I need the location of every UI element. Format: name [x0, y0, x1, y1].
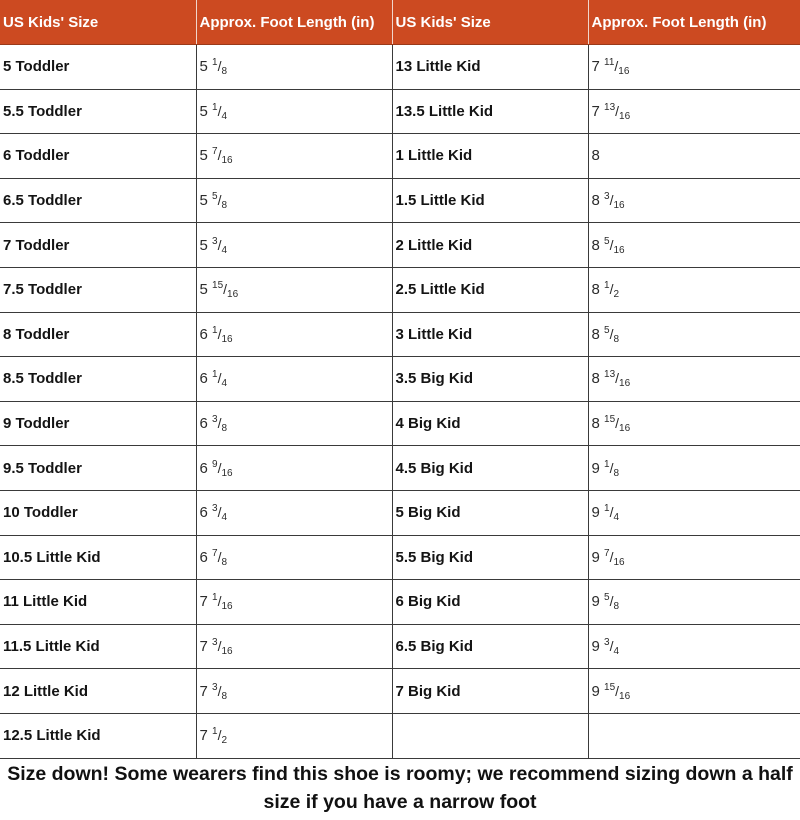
length-fraction [208, 637, 233, 658]
fraction-slash: / [217, 102, 222, 119]
fraction-denominator: 16 [619, 423, 631, 435]
length-whole: 6 [199, 370, 208, 388]
length-whole: 8 [591, 370, 600, 388]
length-cell-right [588, 713, 800, 758]
length-fraction [600, 503, 620, 524]
fraction-slash: / [217, 548, 222, 565]
fraction-slash: / [615, 682, 620, 699]
header-row [0, 0, 800, 45]
fraction-numerator: 7 [212, 547, 218, 559]
fraction-numerator: 5 [604, 592, 610, 604]
fraction-numerator: 3 [212, 637, 218, 649]
fraction-slash: / [223, 281, 228, 298]
fraction-slash: / [217, 682, 222, 699]
length-cell-left [196, 446, 392, 491]
fraction-numerator: 1 [212, 324, 218, 336]
header-length-right: Approx. Foot Length (in) [588, 0, 800, 45]
length-cell-left [196, 312, 392, 357]
fraction-denominator: 16 [221, 646, 233, 658]
fraction-slash: / [609, 281, 614, 298]
length-whole: 5 [199, 102, 208, 120]
sizing-note: Size down! Some wearers find this shoe is roomy; we recommend sizing down a half size if you have a narrow foot [7, 763, 793, 813]
size-cell-left: 9 Toddler [0, 401, 196, 446]
length-fraction [600, 369, 631, 390]
length-cell-right [588, 178, 800, 223]
size-cell-right: 5 Big Kid [392, 490, 588, 535]
fraction-numerator: 1 [604, 280, 610, 292]
length-cell-right [588, 490, 800, 535]
length-whole: 9 [591, 459, 600, 477]
fraction-slash: / [609, 548, 614, 565]
length-fraction [600, 57, 630, 78]
table-row [0, 580, 800, 625]
length-whole: 8 [591, 281, 600, 299]
fraction-denominator: 16 [619, 110, 631, 122]
size-cell-left: 5 Toddler [0, 45, 196, 90]
length-fraction [208, 146, 233, 167]
size-cell-right: 7 Big Kid [392, 669, 588, 714]
length-cell-right [588, 446, 800, 491]
table-row [0, 178, 800, 223]
length-cell-right [588, 134, 800, 179]
length-whole: 5 [199, 281, 208, 299]
length-whole: 9 [591, 682, 600, 700]
table-row [0, 267, 800, 312]
size-cell-right [392, 713, 588, 758]
fraction-denominator: 8 [613, 601, 620, 613]
fraction-numerator: 15 [604, 414, 616, 426]
length-fraction [600, 103, 630, 120]
length-whole: 7 [591, 102, 600, 120]
size-cell-right: 2 Little Kid [392, 223, 588, 268]
table-row [0, 624, 800, 669]
length-whole: 7 [591, 58, 600, 76]
header-size-right: US Kids' Size [392, 0, 588, 45]
fraction-slash: / [217, 593, 222, 610]
length-fraction [600, 414, 631, 435]
fraction-slash: / [217, 192, 222, 209]
fraction-slash: / [217, 459, 222, 476]
fraction-numerator: 1 [212, 101, 218, 113]
header-length-left: Approx. Foot Length (in) [196, 0, 392, 45]
length-cell-left [196, 89, 392, 134]
length-whole: 8 [591, 192, 600, 210]
length-fraction [208, 326, 233, 343]
length-cell-right [588, 535, 800, 580]
size-cell-left: 10.5 Little Kid [0, 535, 196, 580]
size-cell-right: 13 Little Kid [392, 45, 588, 90]
fraction-slash: / [615, 102, 620, 119]
fraction-denominator: 16 [619, 690, 631, 702]
size-cell-left: 11 Little Kid [0, 580, 196, 625]
fraction-denominator: 16 [618, 66, 630, 78]
fraction-slash: / [614, 58, 619, 75]
size-cell-left: 10 Toddler [0, 490, 196, 535]
size-cell-left: 8.5 Toddler [0, 357, 196, 402]
fraction-numerator: 3 [212, 235, 218, 247]
length-cell-right [588, 267, 800, 312]
fraction-numerator: 1 [604, 458, 610, 470]
fraction-slash: / [609, 236, 614, 253]
table-body [0, 45, 800, 759]
length-fraction [208, 103, 227, 120]
fraction-denominator: 16 [221, 333, 233, 345]
fraction-slash: / [217, 147, 222, 164]
size-cell-right: 4 Big Kid [392, 401, 588, 446]
fraction-slash: / [217, 415, 222, 432]
fraction-denominator: 8 [613, 333, 620, 345]
length-whole: 9 [591, 548, 600, 566]
size-cell-left: 12.5 Little Kid [0, 713, 196, 758]
fraction-numerator: 3 [604, 637, 610, 649]
fraction-numerator: 7 [212, 146, 218, 158]
length-fraction [600, 683, 630, 700]
length-fraction [600, 280, 620, 301]
fraction-slash: / [609, 593, 614, 610]
fraction-slash: / [609, 638, 614, 655]
table-row [0, 312, 800, 357]
fraction-numerator: 15 [604, 681, 616, 693]
length-whole: 6 [199, 548, 208, 566]
fraction-numerator: 3 [212, 681, 218, 693]
fraction-denominator: 16 [613, 200, 625, 212]
fraction-slash: / [217, 236, 222, 253]
table-row [0, 357, 800, 402]
table-row [0, 134, 800, 179]
length-fraction [600, 191, 625, 212]
fraction-numerator: 15 [212, 280, 224, 292]
fraction-numerator: 3 [604, 191, 610, 203]
fraction-denominator: 16 [613, 556, 625, 568]
length-whole: 7 [199, 593, 208, 611]
length-cell-right [588, 89, 800, 134]
length-whole: 8 [591, 236, 600, 254]
length-fraction [208, 592, 233, 613]
fraction-numerator: 3 [212, 503, 218, 515]
table-row [0, 45, 800, 90]
size-cell-left: 6.5 Toddler [0, 178, 196, 223]
length-cell-left [196, 535, 392, 580]
length-cell-left [196, 669, 392, 714]
length-cell-right [588, 312, 800, 357]
length-fraction [600, 237, 625, 254]
length-whole: 5 [199, 147, 208, 165]
fraction-denominator: 16 [221, 467, 233, 479]
size-cell-left: 7 Toddler [0, 223, 196, 268]
fraction-denominator: 2 [221, 735, 228, 747]
length-cell-right [588, 45, 800, 90]
length-fraction [600, 549, 625, 566]
fraction-numerator: 9 [212, 458, 218, 470]
fraction-slash: / [217, 370, 222, 387]
table-row [0, 89, 800, 134]
table-row [0, 446, 800, 491]
length-cell-left [196, 401, 392, 446]
length-whole: 6 [199, 415, 208, 433]
fraction-numerator: 13 [604, 101, 616, 113]
size-cell-left: 9.5 Toddler [0, 446, 196, 491]
length-fraction [208, 683, 227, 700]
size-cell-right: 1 Little Kid [392, 134, 588, 179]
length-whole: 5 [199, 192, 208, 210]
fraction-denominator: 4 [221, 378, 228, 390]
fraction-numerator: 13 [604, 369, 616, 381]
length-cell-left [196, 357, 392, 402]
size-cell-left: 8 Toddler [0, 312, 196, 357]
fraction-denominator: 2 [613, 289, 620, 301]
header-size-left: US Kids' Size [0, 0, 196, 45]
length-whole: 8 [591, 147, 600, 165]
fraction-numerator: 1 [604, 503, 610, 515]
fraction-denominator: 16 [613, 244, 625, 256]
fraction-slash: / [217, 638, 222, 655]
fraction-numerator: 7 [604, 547, 610, 559]
fraction-denominator: 8 [221, 200, 228, 212]
length-cell-left [196, 45, 392, 90]
fraction-slash: / [217, 504, 222, 521]
fraction-numerator: 5 [604, 324, 610, 336]
size-cell-right: 13.5 Little Kid [392, 89, 588, 134]
fraction-denominator: 16 [221, 155, 233, 167]
length-cell-left [196, 490, 392, 535]
fraction-slash: / [217, 727, 222, 744]
table-row [0, 669, 800, 714]
fraction-numerator: 1 [212, 592, 218, 604]
length-fraction [208, 369, 228, 390]
size-cell-left: 7.5 Toddler [0, 267, 196, 312]
length-whole: 7 [199, 638, 208, 656]
fraction-denominator: 8 [221, 556, 228, 568]
length-fraction [600, 326, 619, 343]
length-whole: 6 [199, 504, 208, 522]
length-fraction [208, 460, 233, 477]
fraction-denominator: 8 [221, 423, 228, 435]
length-whole: 7 [199, 727, 208, 745]
length-fraction [208, 726, 228, 747]
fraction-denominator: 8 [221, 66, 228, 78]
length-cell-right [588, 223, 800, 268]
length-whole: 9 [591, 593, 600, 611]
length-cell-left [196, 134, 392, 179]
table-row [0, 713, 800, 758]
size-cell-right: 3 Little Kid [392, 312, 588, 357]
length-cell-left [196, 223, 392, 268]
fraction-denominator: 8 [221, 690, 228, 702]
fraction-denominator: 4 [613, 512, 620, 524]
length-whole: 5 [199, 58, 208, 76]
table-row [0, 223, 800, 268]
fraction-slash: / [609, 459, 614, 476]
length-cell-right [588, 624, 800, 669]
size-cell-right: 3.5 Big Kid [392, 357, 588, 402]
fraction-denominator: 16 [221, 601, 233, 613]
length-cell-right [588, 357, 800, 402]
length-cell-left [196, 624, 392, 669]
length-fraction [600, 637, 620, 658]
fraction-slash: / [217, 325, 222, 342]
length-whole: 9 [591, 638, 600, 656]
fraction-denominator: 8 [613, 467, 620, 479]
size-cell-right: 1.5 Little Kid [392, 178, 588, 223]
size-cell-right: 2.5 Little Kid [392, 267, 588, 312]
length-cell-left [196, 267, 392, 312]
fraction-numerator: 1 [212, 57, 218, 69]
length-fraction [600, 592, 620, 613]
length-cell-left [196, 178, 392, 223]
length-whole: 9 [591, 504, 600, 522]
fraction-numerator: 3 [212, 414, 218, 426]
fraction-denominator: 4 [221, 244, 228, 256]
size-cell-right: 4.5 Big Kid [392, 446, 588, 491]
fraction-slash: / [609, 504, 614, 521]
length-fraction [208, 549, 227, 566]
fraction-numerator: 1 [212, 726, 218, 738]
length-fraction [208, 57, 228, 78]
length-fraction [208, 280, 239, 301]
length-whole: 6 [199, 459, 208, 477]
fraction-slash: / [609, 192, 614, 209]
length-whole: 6 [199, 325, 208, 343]
length-fraction [208, 237, 227, 254]
size-cell-left: 6 Toddler [0, 134, 196, 179]
length-cell-left [196, 580, 392, 625]
fraction-slash: / [615, 415, 620, 432]
length-fraction [208, 503, 228, 524]
size-cell-left: 11.5 Little Kid [0, 624, 196, 669]
table-row [0, 401, 800, 446]
length-whole: 8 [591, 415, 600, 433]
fraction-numerator: 5 [604, 235, 610, 247]
length-fraction [208, 414, 228, 435]
fraction-denominator: 16 [619, 378, 631, 390]
length-cell-right [588, 401, 800, 446]
fraction-denominator: 16 [227, 289, 239, 301]
length-cell-right [588, 669, 800, 714]
size-cell-left: 5.5 Toddler [0, 89, 196, 134]
length-whole: 7 [199, 682, 208, 700]
size-cell-right: 5.5 Big Kid [392, 535, 588, 580]
fraction-denominator: 4 [221, 110, 228, 122]
length-whole: 8 [591, 325, 600, 343]
length-cell-left [196, 713, 392, 758]
size-cell-right: 6 Big Kid [392, 580, 588, 625]
table-row [0, 490, 800, 535]
fraction-numerator: 5 [212, 191, 218, 203]
fraction-slash: / [609, 325, 614, 342]
table-row [0, 535, 800, 580]
length-fraction [208, 191, 228, 212]
fraction-numerator: 11 [604, 57, 615, 69]
fraction-denominator: 4 [221, 512, 228, 524]
fraction-numerator: 1 [212, 369, 218, 381]
fraction-slash: / [615, 370, 620, 387]
size-cell-left: 12 Little Kid [0, 669, 196, 714]
fraction-slash: / [217, 58, 222, 75]
length-fraction [600, 460, 619, 477]
length-cell-right [588, 580, 800, 625]
size-cell-right: 6.5 Big Kid [392, 624, 588, 669]
length-whole: 5 [199, 236, 208, 254]
fraction-denominator: 4 [613, 646, 620, 658]
